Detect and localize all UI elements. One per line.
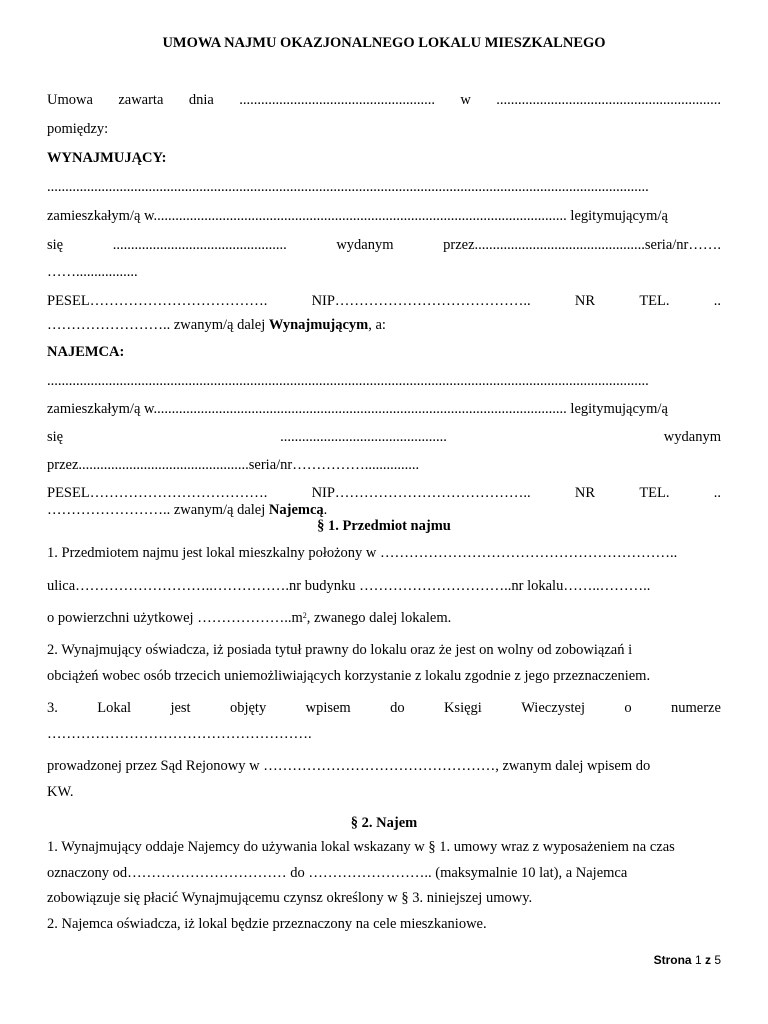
landlord-pesel-line: PESEL………………………………. NIP………………………………….. NR TEL. .. <box>47 293 721 309</box>
tenant-pesel-line: PESEL………………………………. NIP………………………………….. NR TEL. .. <box>47 485 721 501</box>
landlord-id-cont: ……................. <box>47 264 138 280</box>
document-title: UMOWA NAJMU OKAZJONALNEGO LOKALU MIESZKALNEGO <box>162 35 606 51</box>
tenant-called: …………………….. zwanym/ą dalej Najemcą. <box>47 502 328 518</box>
tenant-id-line: się .............................................. wydanym <box>47 429 721 445</box>
section2-p1a: 1. Wynajmujący oddaje Najemcy do używania lokal wskazany w § 1. umowy wraz z wyposażeniem na czas <box>47 839 675 855</box>
section2-p1b: oznaczony od…………………………… do …………………….. (maksymalnie 10 lat), a Najemca <box>47 865 628 881</box>
section1-p2b: obciążeń wobec osób trzecich uniemożliwiających korzystanie z lokalu zgodnie z jego przeznaczeniem. <box>47 668 651 684</box>
landlord-id-line: się ................................................ wydanym przez...............................................seria/nr……. <box>47 237 721 253</box>
tenant-heading: NAJEMCA: <box>47 344 125 360</box>
landlord-called: …………………….. zwanym/ą dalej Wynajmującym, a: <box>47 317 386 333</box>
section2-p1c: zobowiązuje się płacić Wynajmującemu czynsz określony w § 3. niniejszej umowy. <box>47 890 533 906</box>
landlord-name-dots: ...................................................................................................................................................................... <box>47 179 649 195</box>
tenant-id-cont: przez...............................................seria/nr……………............... <box>47 457 420 473</box>
page-number: Strona 1 z 5 <box>653 953 721 967</box>
section2-p2: 2. Najemca oświadcza, iż lokal będzie przeznaczony na cele mieszkaniowe. <box>47 916 487 932</box>
section1-area: o powierzchni użytkowej $\dots\dots\dots\dots\dots\dots..m^2$, zwanego dalej lokalem. <box>47 610 452 626</box>
section2-heading: § 2. Najem <box>350 815 418 831</box>
section1-street: ulica………………………..…………….nr budynku …………………………..nr lokalu……..……….. <box>47 578 651 594</box>
between-text: pomiędzy: <box>47 121 109 137</box>
section1-p3: 3. Lokal jest objęty wpisem do Księgi Wieczystej o numerze <box>47 700 721 716</box>
section1-p4a: prowadzonej przez Sąd Rejonowy w …………………………………………, zwanym dalej wpisem do <box>47 758 651 774</box>
section1-p4b: KW. <box>47 784 74 800</box>
section1-p3-dots: ………………………………………………. <box>47 726 312 742</box>
section1-p1: 1. Przedmiotem najmu jest lokal mieszkalny położony w …………………………………………………….. <box>47 545 678 561</box>
landlord-residence: zamieszkałym/ą w.................................................................................................................. legitymującym/ą <box>47 208 668 224</box>
tenant-residence: zamieszkałym/ą w.................................................................................................................. legitymującym/ą <box>47 401 668 417</box>
intro-line: Umowa zawarta dnia ...................................................... w .............................................................. <box>47 92 721 108</box>
section1-heading: § 1. Przedmiot najmu <box>317 518 451 534</box>
section1-p2a: 2. Wynajmujący oświadcza, iż posiada tytuł prawny do lokalu oraz że jest on wolny od zobowiązań i <box>47 642 633 658</box>
landlord-heading: WYNAJMUJĄCY: <box>47 150 167 166</box>
tenant-name-dots: ...................................................................................................................................................................... <box>47 373 649 389</box>
